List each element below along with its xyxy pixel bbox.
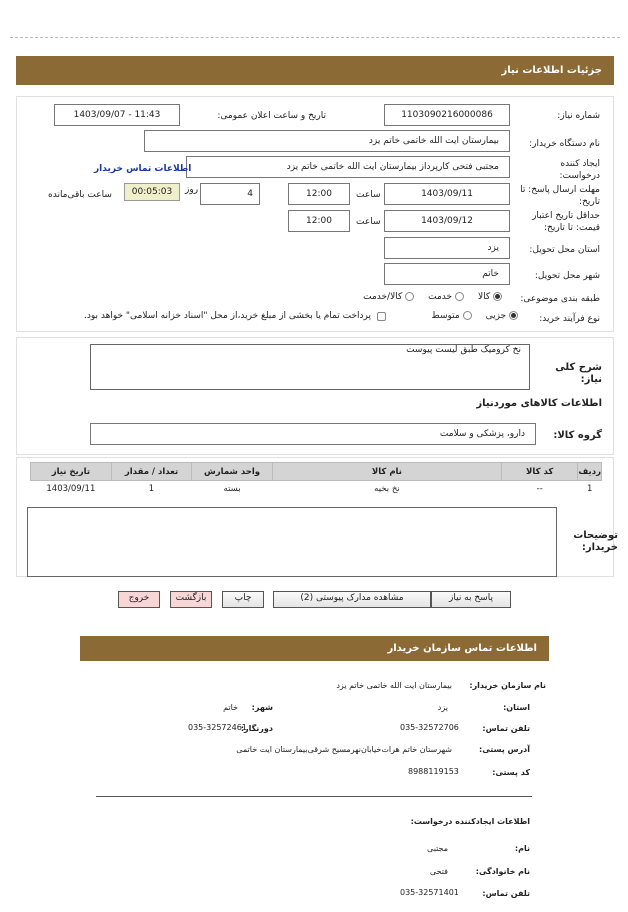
creator-phone-label: تلفن تماس:: [482, 889, 530, 898]
exit-button[interactable]: خروج: [118, 591, 160, 608]
days-field[interactable]: 4: [200, 183, 260, 205]
print-button[interactable]: چاپ: [222, 591, 264, 608]
col-row: ردیف: [578, 463, 602, 481]
buyer-contact-link[interactable]: اطلاعات تماس خریدار: [94, 164, 192, 174]
city-field[interactable]: خاتم: [384, 263, 510, 285]
radio-selected-icon: [493, 292, 502, 301]
items-header-row: [31, 463, 602, 481]
validity-time-label: ساعت: [356, 217, 381, 227]
creator-label: ایجاد کننده درخواست:: [559, 159, 600, 181]
cell-code: --: [536, 484, 543, 494]
table-row[interactable]: [31, 481, 602, 498]
cell-qty: 1: [148, 484, 155, 494]
validity-date-field[interactable]: 1403/09/12: [384, 210, 510, 232]
contact-divider: [96, 796, 532, 797]
announce-field[interactable]: 1403/09/07 - 11:43: [54, 104, 180, 126]
goods-title: اطلاعات کالاهای موردنیاز: [476, 398, 602, 409]
cell-row: 1: [587, 484, 593, 494]
announce-label: تاریخ و ساعت اعلان عمومی:: [217, 111, 326, 121]
send-date-field[interactable]: 1403/09/11: [384, 183, 510, 205]
creator-field[interactable]: مجتبی فتحی کارپرداز بیمارستان ایت الله خاتمی خاتم یزد: [186, 156, 510, 178]
back-button[interactable]: بازگشت: [170, 591, 212, 608]
items-table: [30, 462, 602, 497]
category-label: طبقه بندی موضوعی:: [520, 294, 600, 304]
cell-date: 1403/09/11: [46, 484, 96, 494]
validity-label: حداقل تاریخ اعتبار قیمت: تا تاریخ:: [532, 211, 600, 233]
creator-family-label: نام خانوادگی:: [475, 867, 530, 876]
category-option-goods[interactable]: کالا: [478, 292, 502, 302]
buyer-org-label: نام دستگاه خریدار:: [529, 139, 600, 149]
postal-value: 8988119153: [408, 767, 459, 776]
process-option-minor[interactable]: جزیی: [486, 311, 518, 321]
col-name: نام کالا: [272, 463, 501, 481]
buyer-notes-field[interactable]: [27, 507, 557, 577]
col-qty: تعداد / مقدار: [111, 463, 192, 481]
send-time-label: ساعت: [356, 190, 381, 200]
goods-group-field[interactable]: دارو، پزشکی و سلامت: [90, 423, 536, 445]
page-header: [16, 56, 614, 85]
description-field[interactable]: نخ کرومیک طبق لیست پیوست: [90, 344, 530, 390]
radio-icon: [455, 292, 464, 301]
top-divider: [10, 37, 620, 38]
creator-family-value: فتحی: [429, 867, 448, 876]
creator-name-label: نام:: [514, 844, 530, 853]
page-title: جزئیات اطلاعات نیاز: [501, 65, 602, 76]
radio-selected-icon: [509, 311, 518, 320]
radio-icon: [405, 292, 414, 301]
remaining-timer: 00:05:03: [124, 183, 180, 201]
creator-name-value: مجتبی: [427, 844, 448, 853]
phone-label: تلفن تماس:: [482, 724, 530, 733]
radio-icon: [463, 311, 472, 320]
creator-phone-value: 035-32571401: [400, 888, 459, 897]
contact-header: [80, 636, 549, 661]
need-number-label: شماره نیاز:: [557, 111, 600, 121]
cell-unit: بسته: [223, 484, 241, 494]
category-radio-group: [330, 292, 502, 302]
col-code: کد کالا: [501, 463, 577, 481]
cell-name: نخ بخیه: [374, 484, 400, 494]
col-date: تاریخ نیاز: [31, 463, 112, 481]
province-field[interactable]: یزد: [384, 237, 510, 259]
province-label: استان محل تحویل:: [529, 245, 600, 255]
contact-city-label: شهر:: [251, 703, 273, 712]
fax-value: 035-32572461: [188, 723, 247, 732]
send-deadline-label: مهلت ارسال پاسخ: تا تاریخ:: [520, 185, 600, 207]
address-value: شهرستان خاتم هرات‌خیابان‌نهرمسیح شرقی‌بیمارستان ایت خاتمی: [236, 745, 452, 754]
postal-label: کد پستی:: [492, 768, 530, 777]
contact-province-label: استان:: [503, 703, 530, 712]
description-label: شرح کلی نیاز:: [555, 362, 602, 385]
process-option-medium[interactable]: متوسط: [431, 311, 471, 321]
buyer-org-field[interactable]: بیمارستان ایت الله خاتمی خاتم یزد: [144, 130, 510, 152]
payment-note: پرداخت تمام یا بخشی از مبلغ خرید،از محل "اسناد خزانه اسلامی" خواهد بود.: [46, 311, 386, 321]
contact-province-value: یزد: [437, 703, 448, 712]
category-option-service[interactable]: خدمت: [428, 292, 464, 302]
reply-button[interactable]: پاسخ به نیاز: [431, 591, 511, 608]
buyer-notes-label: توضیحات خریدار:: [573, 530, 618, 553]
process-radio-group: [390, 311, 518, 321]
process-label: نوع فرآیند خرید:: [539, 314, 600, 324]
creator-section-title: اطلاعات ایجادکننده درخواست:: [410, 817, 530, 826]
remaining-label: ساعت باقی‌مانده: [48, 190, 112, 200]
city-label: شهر محل تحویل:: [534, 271, 600, 281]
treasury-checkbox[interactable]: [377, 312, 386, 321]
phone-value: 035-32572706: [400, 723, 459, 732]
contact-title: اطلاعات تماس سازمان خریدار: [387, 643, 537, 654]
org-value: بیمارستان ایت الله خاتمی خاتم یزد: [336, 681, 452, 690]
view-documents-button[interactable]: مشاهده مدارک پیوستی (2): [273, 591, 431, 608]
address-label: آدرس پستی:: [479, 745, 530, 754]
org-label: نام سازمان خریدار:: [469, 681, 546, 690]
fax-label: دورنگار:: [240, 724, 273, 733]
send-time-field[interactable]: 12:00: [288, 183, 350, 205]
validity-time-field[interactable]: 12:00: [288, 210, 350, 232]
contact-city-value: خاتم: [223, 703, 238, 712]
need-number-field[interactable]: 1103090216000086: [384, 104, 510, 126]
days-label: روز: [185, 185, 199, 195]
goods-group-label: گروه کالا:: [553, 430, 602, 441]
category-option-both[interactable]: کالا/خدمت: [363, 292, 414, 302]
col-unit: واحد شمارش: [192, 463, 273, 481]
